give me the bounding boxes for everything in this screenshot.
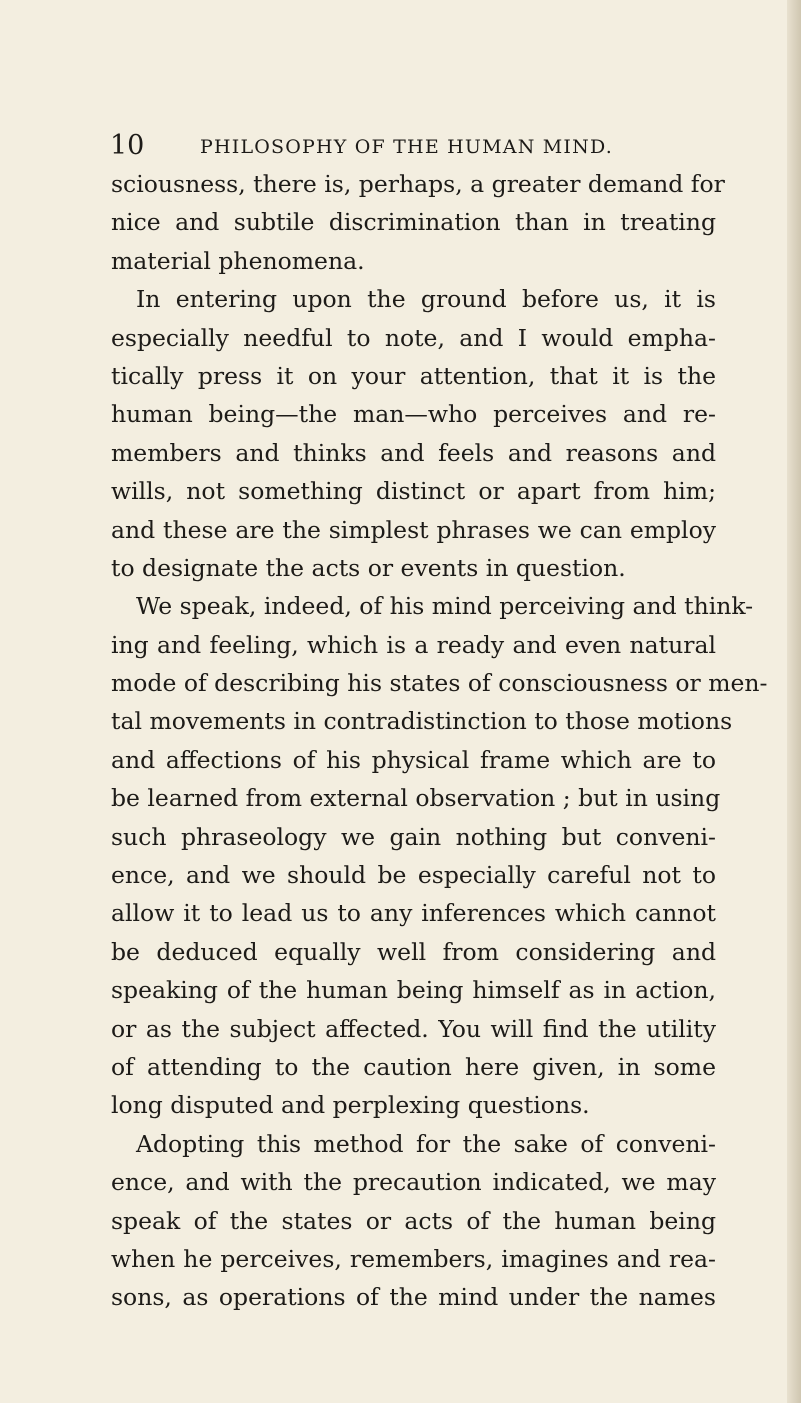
text-line: such phraseology we gain nothing but conveni- <box>111 822 716 851</box>
text-line: ence, and with the precaution indicated, we may <box>111 1168 716 1197</box>
text-line: and these are the simplest phrases we can employ <box>111 515 716 544</box>
text-line: especially needful to note, and I would empha- <box>111 323 716 352</box>
text-line: ence, and we should be especially careful not to <box>111 861 716 890</box>
text-line: material phenomena. <box>111 246 365 275</box>
text-line: We speak, indeed, of his mind perceiving and think- <box>136 592 754 621</box>
text-line: sciousness, there is, perhaps, a greater demand for <box>111 170 725 198</box>
text-line: and affections of his physical frame which are to <box>111 745 716 774</box>
text-line: be learned from external observation ; but in using <box>111 784 721 813</box>
page-edge <box>787 0 801 1403</box>
text-line: be deduced equally well from considering and <box>111 937 716 966</box>
text-line: wills, not something distinct or apart from him; <box>111 477 716 506</box>
page-header <box>110 131 710 161</box>
text-line: long disputed and perplexing questions. <box>111 1091 590 1120</box>
text-line: sons, as operations of the mind under the names <box>111 1283 716 1312</box>
text-line: human being—the man—who perceives and re- <box>111 400 716 429</box>
page-number: 10 <box>110 130 145 161</box>
text-line: mode of describing his states of consciousness or men- <box>111 669 768 698</box>
text-line: tal movements in contradistinction to those motions <box>111 707 733 736</box>
text-line: speak of the states or acts of the human being <box>111 1206 716 1235</box>
text-line: or as the subject affected. You will find the utility <box>111 1014 716 1043</box>
text-line: tically press it on your attention, that it is the <box>111 361 716 390</box>
text-line: members and thinks and feels and reasons and <box>111 438 716 467</box>
text-line: speaking of the human being himself as in action, <box>111 976 716 1005</box>
text-line: to designate the acts or events in question. <box>111 553 626 582</box>
running-title: PHILOSOPHY OF THE HUMAN MIND. <box>200 136 613 158</box>
text-line: ing and feeling, which is a ready and even natural <box>111 630 716 659</box>
text-line: of attending to the caution here given, in some <box>111 1052 716 1081</box>
text-line: nice and subtile discrimination than in treating <box>111 208 716 237</box>
body-text <box>111 165 768 1317</box>
text-line: when he perceives, remembers, imagines and rea- <box>111 1244 716 1273</box>
text-line: allow it to lead us to any inferences which cannot <box>111 899 716 928</box>
text-line: In entering upon the ground before us, it is <box>136 285 716 314</box>
text-line: Adopting this method for the sake of conveni- <box>136 1129 716 1158</box>
